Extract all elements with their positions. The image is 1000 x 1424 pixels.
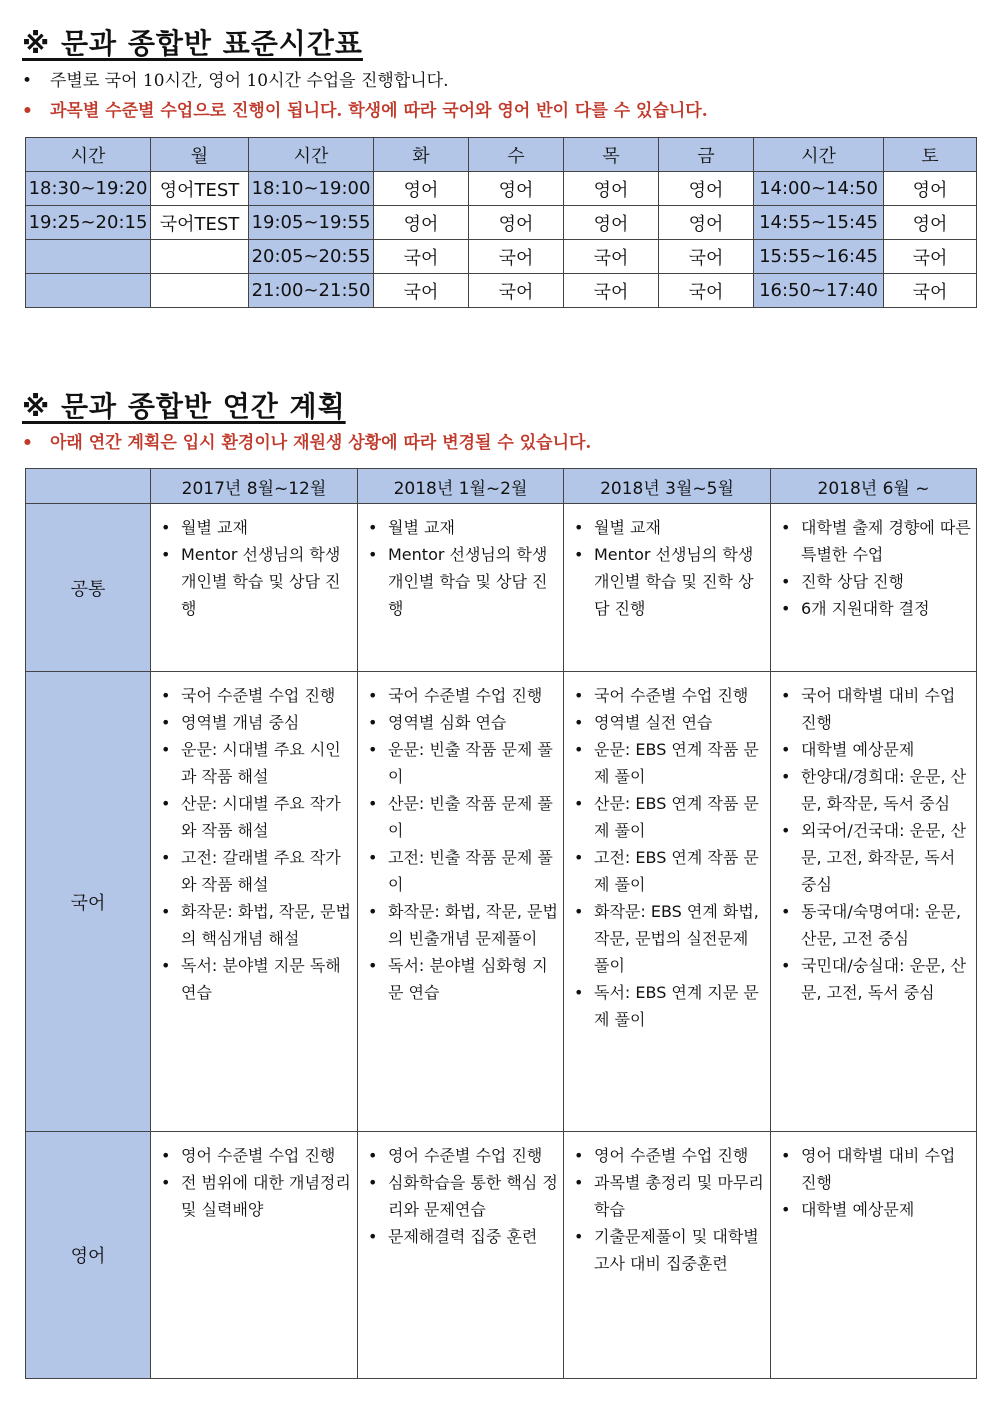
plan-item: • 한양대/경희대: 운문, 산문, 화작문, 독서 중심 — [775, 763, 972, 817]
timetable-table — [25, 137, 977, 308]
timetable-cell: 영어 — [564, 206, 659, 240]
timetable-header-cell: 시간 — [249, 138, 374, 172]
plan-item: • 월별 교재 — [362, 514, 559, 541]
plan-cell — [358, 1132, 564, 1379]
plan-cell — [564, 1132, 771, 1379]
plan-item: • 독서: 분야별 지문 독해 연습 — [155, 952, 353, 1006]
plan-item-list — [775, 1142, 972, 1223]
plan-cell — [358, 504, 564, 672]
timetable-cell — [26, 240, 151, 274]
timetable-cell: 영어 — [374, 172, 469, 206]
plan-item-list — [568, 1142, 766, 1277]
timetable-cell: 국어 — [659, 274, 754, 308]
plan-item: • 과목별 총정리 및 마무리학습 — [568, 1169, 766, 1223]
timetable-header-cell: 화 — [374, 138, 469, 172]
period-header-cell: 2017년 8월~12월 — [151, 469, 358, 504]
plan-item-list — [155, 514, 353, 622]
timetable-cell: 18:30~19:20 — [26, 172, 151, 206]
timetable-cell: 16:50~17:40 — [754, 274, 884, 308]
plan-item: • 영역별 실전 연습 — [568, 709, 766, 736]
period-header-cell: 2018년 6월 ~ — [771, 469, 977, 504]
plan-item: • 영어 수준별 수업 진행 — [362, 1142, 559, 1169]
plan-item: • 대학별 예상문제 — [775, 736, 972, 763]
timetable-cell: 19:25~20:15 — [26, 206, 151, 240]
note-item: • 주별로 국어 10시간, 영어 10시간 수업을 진행합니다. — [22, 71, 449, 91]
timetable-title: ※ 문과 종합반 표준시간표 — [22, 27, 363, 60]
plan-item: • 월별 교재 — [155, 514, 353, 541]
plan-item: • 운문: 시대별 주요 시인과 작품 해설 — [155, 736, 353, 790]
timetable-row — [26, 240, 977, 274]
timetable-cell: 영어 — [469, 172, 564, 206]
timetable-header-cell: 시간 — [754, 138, 884, 172]
timetable-cell: 국어 — [884, 240, 977, 274]
plan-item: • Mentor 선생님의 학생 개인별 학습 및 상담 진행 — [362, 541, 559, 622]
plan-item: • 영어 수준별 수업 진행 — [568, 1142, 766, 1169]
timetable-notes — [22, 66, 708, 126]
timetable-header-cell: 수 — [469, 138, 564, 172]
plan-item: • 월별 교재 — [568, 514, 766, 541]
plan-cell — [151, 504, 358, 672]
plan-item: • 영역별 심화 연습 — [362, 709, 559, 736]
plan-item: • 화작문: 화법, 작문, 문법의 빈출개념 문제풀이 — [362, 898, 559, 952]
plan-item-list — [362, 682, 559, 1006]
timetable-cell: 국어TEST — [151, 206, 249, 240]
plan-item: • 화작문: 화법, 작문, 문법의 핵심개념 해설 — [155, 898, 353, 952]
plan-item: • 외국어/건국대: 운문, 산문, 고전, 화작문, 독서 중심 — [775, 817, 972, 898]
timetable-row — [26, 206, 977, 240]
timetable-header-cell: 월 — [151, 138, 249, 172]
plan-item-list — [362, 514, 559, 622]
timetable-cell — [151, 240, 249, 274]
period-header-cell: 2018년 1월~2월 — [358, 469, 564, 504]
plan-item: • 운문: 빈출 작품 문제 풀이 — [362, 736, 559, 790]
timetable-cell: 19:05~19:55 — [249, 206, 374, 240]
note-item-warning: • 과목별 수준별 수업으로 진행이 됩니다. 학생에 따라 국어와 영어 반이 다를 수 있습니다. — [22, 101, 708, 121]
plan-item-list — [775, 514, 972, 622]
plan-item: • 영어 수준별 수업 진행 — [155, 1142, 353, 1169]
timetable-header-cell: 금 — [659, 138, 754, 172]
timetable-cell: 영어 — [884, 206, 977, 240]
plan-item: • 국민대/숭실대: 운문, 산문, 고전, 독서 중심 — [775, 952, 972, 1006]
plan-item-list — [155, 682, 353, 1006]
plan-item: • 영역별 개념 중심 — [155, 709, 353, 736]
annual-plan-row — [26, 672, 977, 1132]
plan-item: • 산문: 빈출 작품 문제 풀이 — [362, 790, 559, 844]
timetable-cell: 14:00~14:50 — [754, 172, 884, 206]
plan-cell — [151, 672, 358, 1132]
timetable-cell: 국어 — [374, 240, 469, 274]
timetable-cell: 국어 — [564, 240, 659, 274]
plan-item: • 화작문: EBS 연계 화법, 작문, 문법의 실전문제 풀이 — [568, 898, 766, 979]
subject-label: 국어 — [26, 672, 151, 1132]
plan-item-list — [568, 682, 766, 1033]
timetable-cell: 영어TEST — [151, 172, 249, 206]
annual-plan-row — [26, 504, 977, 672]
plan-item: • 영어 대학별 대비 수업 진행 — [775, 1142, 972, 1196]
timetable-cell — [26, 274, 151, 308]
timetable-cell: 국어 — [659, 240, 754, 274]
annual-plan-notes — [22, 428, 591, 458]
annual-plan-table — [25, 468, 977, 1379]
annual-plan-header-row — [26, 469, 977, 504]
timetable-cell: 영어 — [659, 206, 754, 240]
plan-item: • 기출문제풀이 및 대학별고사 대비 집중훈련 — [568, 1223, 766, 1277]
subject-label: 공통 — [26, 504, 151, 672]
plan-item: • 대학별 예상문제 — [775, 1196, 972, 1223]
plan-item-list — [155, 1142, 353, 1223]
plan-item: • 전 범위에 대한 개념정리 및 실력배양 — [155, 1169, 353, 1223]
annual-plan-row — [26, 1132, 977, 1379]
plan-item: • 고전: 빈출 작품 문제 풀이 — [362, 844, 559, 898]
annual-plan-title: ※ 문과 종합반 연간 계획 — [22, 390, 346, 423]
timetable-row — [26, 172, 977, 206]
timetable-cell: 18:10~19:00 — [249, 172, 374, 206]
plan-cell — [564, 672, 771, 1132]
plan-item: • 고전: EBS 연계 작품 문제 풀이 — [568, 844, 766, 898]
plan-item: • 산문: EBS 연계 작품 문제 풀이 — [568, 790, 766, 844]
timetable-cell: 국어 — [564, 274, 659, 308]
timetable-cell: 20:05~20:55 — [249, 240, 374, 274]
plan-cell — [771, 1132, 977, 1379]
plan-cell — [771, 672, 977, 1132]
timetable-cell: 21:00~21:50 — [249, 274, 374, 308]
timetable-cell — [151, 274, 249, 308]
timetable-cell: 14:55~15:45 — [754, 206, 884, 240]
period-header-cell: 2018년 3월~5월 — [564, 469, 771, 504]
timetable-cell: 국어 — [469, 240, 564, 274]
timetable-row — [26, 274, 977, 308]
plan-item: • 국어 대학별 대비 수업 진행 — [775, 682, 972, 736]
plan-item-list — [775, 682, 972, 1006]
plan-item: • 독서: 분야별 심화형 지문 연습 — [362, 952, 559, 1006]
plan-item: • 산문: 시대별 주요 작가와 작품 해설 — [155, 790, 353, 844]
timetable-cell: 영어 — [659, 172, 754, 206]
plan-item: • 문제해결력 집중 훈련 — [362, 1223, 559, 1250]
plan-item-list — [568, 514, 766, 622]
plan-item: • 국어 수준별 수업 진행 — [362, 682, 559, 709]
plan-cell — [771, 504, 977, 672]
timetable-cell: 국어 — [469, 274, 564, 308]
plan-item: • 고전: 갈래별 주요 작가와 작품 해설 — [155, 844, 353, 898]
timetable-header-cell: 목 — [564, 138, 659, 172]
plan-cell — [358, 672, 564, 1132]
plan-item: • 대학별 출제 경향에 따른 특별한 수업 — [775, 514, 972, 568]
plan-item: • 국어 수준별 수업 진행 — [155, 682, 353, 709]
timetable-cell: 영어 — [564, 172, 659, 206]
plan-item: • 진학 상담 진행 — [775, 568, 972, 595]
plan-cell — [564, 504, 771, 672]
plan-item: • Mentor 선생님의 학생 개인별 학습 및 진학 상담 진행 — [568, 541, 766, 622]
timetable-cell: 영어 — [884, 172, 977, 206]
plan-item: • 운문: EBS 연계 작품 문제 풀이 — [568, 736, 766, 790]
plan-item: • 심화학습을 통한 핵심 정리와 문제연습 — [362, 1169, 559, 1223]
plan-item: • 독서: EBS 연계 지문 문제 풀이 — [568, 979, 766, 1033]
timetable-cell: 국어 — [884, 274, 977, 308]
timetable-cell: 영어 — [374, 206, 469, 240]
plan-item: • 국어 수준별 수업 진행 — [568, 682, 766, 709]
note-item-warning: • 아래 연간 계획은 입시 환경이나 재원생 상황에 따라 변경될 수 있습니다. — [22, 433, 592, 453]
timetable-header-cell: 토 — [884, 138, 977, 172]
plan-cell — [151, 1132, 358, 1379]
plan-item: • 6개 지원대학 결정 — [775, 595, 972, 622]
timetable-header-cell: 시간 — [26, 138, 151, 172]
plan-item: • Mentor 선생님의 학생 개인별 학습 및 상담 진행 — [155, 541, 353, 622]
subject-label: 영어 — [26, 1132, 151, 1379]
timetable-cell: 15:55~16:45 — [754, 240, 884, 274]
plan-item-list — [362, 1142, 559, 1250]
timetable-header-row — [26, 138, 977, 172]
timetable-cell: 국어 — [374, 274, 469, 308]
annual-plan-corner-cell — [26, 469, 151, 504]
plan-item: • 동국대/숙명여대: 운문, 산문, 고전 중심 — [775, 898, 972, 952]
timetable-cell: 영어 — [469, 206, 564, 240]
